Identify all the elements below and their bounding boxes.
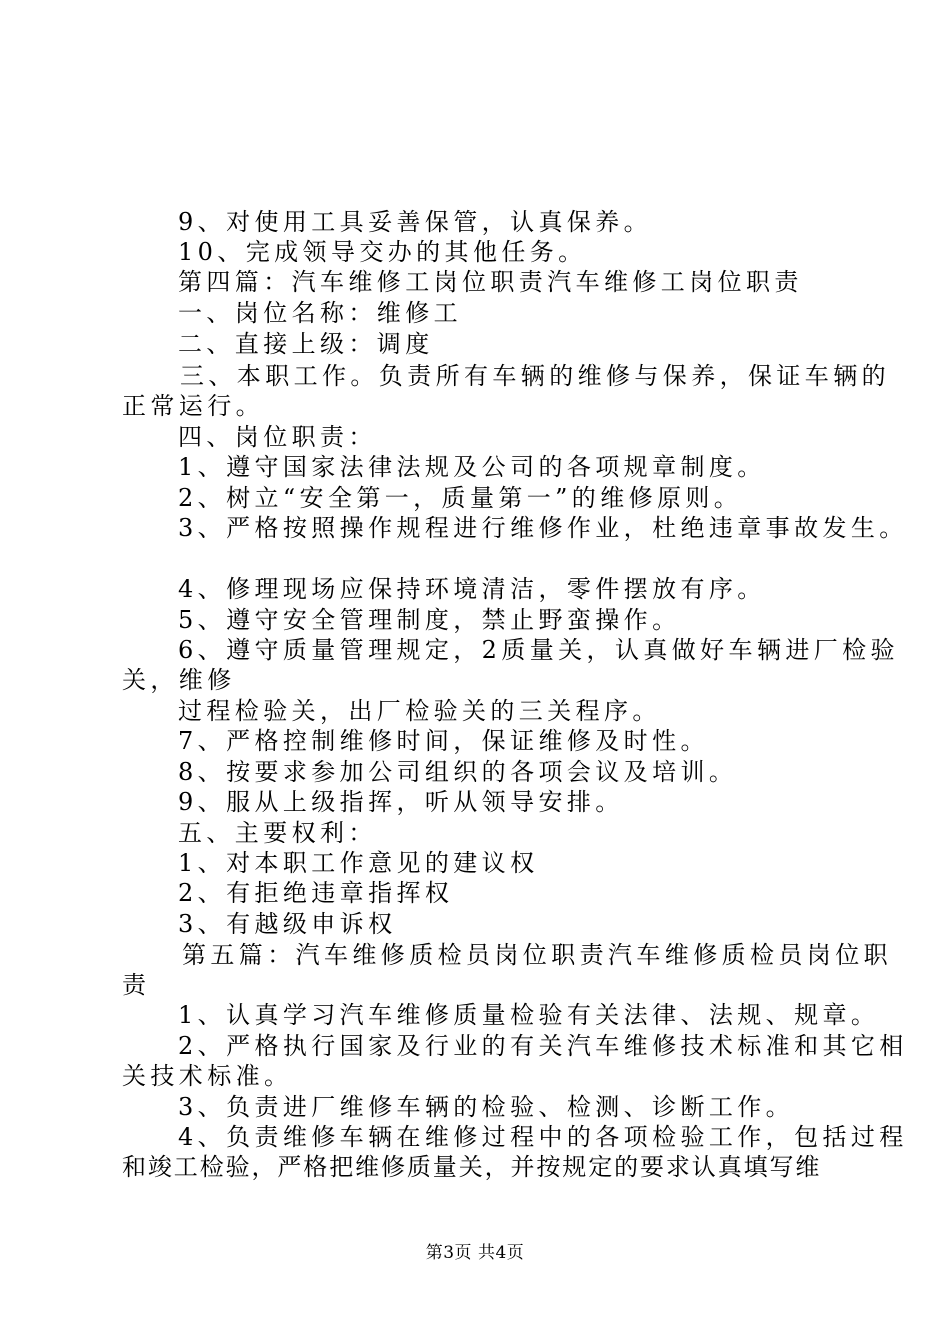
text-line: 1、对本职工作意见的建议权 — [178, 849, 539, 877]
text-line: 三、本职工作。负责所有车辆的维修与保养，保证车辆的 — [180, 362, 890, 390]
section-heading: 第四篇：汽车维修工岗位职责汽车维修工岗位职责 — [178, 268, 803, 296]
text-line: 关技术标准。 — [122, 1062, 293, 1090]
text-line: 五、主要权利： — [178, 819, 377, 847]
text-line: 2、严格执行国家及行业的有关汽车维修技术标准和其它相 — [178, 1032, 908, 1060]
text-line: 3、严格按照操作规程进行维修作业，杜绝违章事故发生。 — [178, 514, 908, 542]
text-line: 一、岗位名称：维修工 — [178, 299, 462, 327]
text-line: 3、负责进厂维修车辆的检验、检测、诊断工作。 — [178, 1093, 795, 1121]
text-line: 1、认真学习汽车维修质量检验有关法律、法规、规章。 — [178, 1001, 880, 1029]
text-line: 4、负责维修车辆在维修过程中的各项检验工作，包括过程 — [178, 1123, 908, 1151]
text-line: 1、遵守国家法律法规及公司的各项规章制度。 — [178, 453, 766, 481]
text-line: 3、有越级申诉权 — [178, 910, 397, 938]
text-line: 2、有拒绝违章指挥权 — [178, 879, 454, 907]
text-line: 5、遵守安全管理制度，禁止野蛮操作。 — [178, 606, 681, 634]
text-line: 9、服从上级指挥，听从领导安排。 — [178, 788, 624, 816]
page-footer: 第3页 共4页 — [425, 1243, 525, 1263]
text-line: 二、直接上级：调度 — [178, 330, 434, 358]
text-line: 关，维修 — [122, 666, 236, 694]
text-line: 责 — [122, 971, 151, 999]
text-line: 8、按要求参加公司组织的各项会议及培训。 — [178, 758, 738, 786]
text-line: 10、完成领导交办的其他任务。 — [178, 238, 587, 266]
text-line: 和竣工检验，严格把维修质量关，并按规定的要求认真填写维 — [122, 1153, 822, 1181]
text-line: 7、严格控制维修时间，保证维修及时性。 — [178, 727, 709, 755]
text-line: 2、树立“安全第一，质量第一”的维修原则。 — [178, 484, 743, 512]
text-line: 6、遵守质量管理规定，2质量关，认真做好车辆进厂检验 — [178, 636, 899, 664]
text-line: 过程检验关，出厂检验关的三关程序。 — [178, 697, 661, 725]
text-line: 正常运行。 — [122, 392, 264, 420]
text-line: 四、岗位职责： — [178, 423, 377, 451]
text-line: 9、对使用工具妥善保管，认真保养。 — [178, 208, 653, 236]
text-line: 4、修理现场应保持环境清洁，零件摆放有序。 — [178, 575, 766, 603]
section-heading: 第五篇：汽车维修质检员岗位职责汽车维修质检员岗位职 — [182, 941, 892, 969]
